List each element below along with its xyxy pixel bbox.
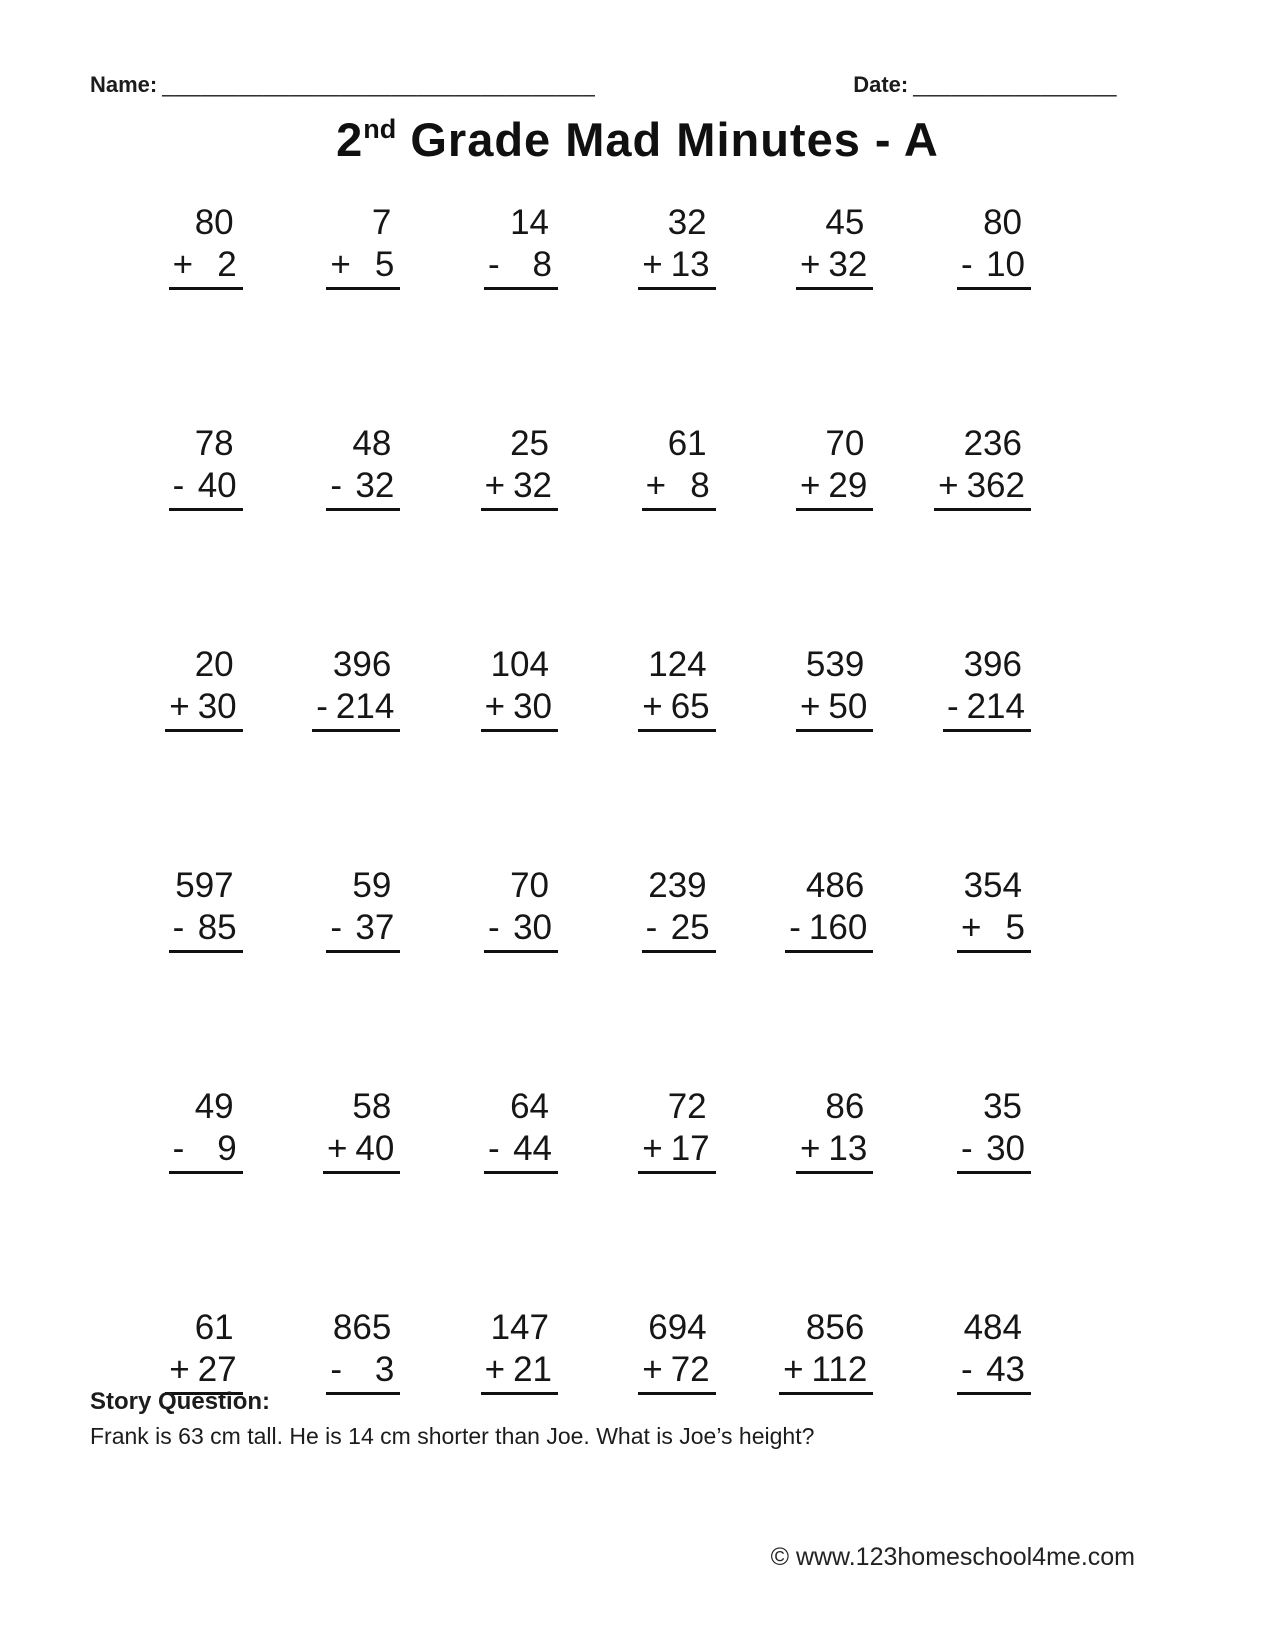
problem-operator: + [642,687,663,727]
problem-bottom-line [326,463,400,511]
problem-bottom-operand: 112 [811,1350,868,1390]
problem-operator: - [488,1129,500,1169]
problem-operator: + [799,687,821,727]
problem-operator: - [946,687,959,727]
problem-operator: - [172,908,185,948]
math-problem [779,1308,873,1395]
math-problem [796,1087,873,1174]
problem-row [85,1087,1031,1308]
problem-bottom-operand: 40 [197,466,237,506]
problem-bottom-line [796,684,873,732]
problem-operator: - [488,908,500,948]
problem-top-operand: 61 [667,424,707,463]
problem-top-operand: 45 [825,203,865,242]
problem-top-operand: 80 [983,203,1022,242]
math-problem [796,645,873,732]
problem-operator: + [961,908,982,948]
problem-bottom-line [638,684,715,732]
problem-bottom-line [326,905,400,953]
problem-bottom-line [484,1126,558,1174]
title-ordinal-suffix: nd [363,114,397,144]
problem-top-operand: 35 [983,1087,1022,1126]
problem-bottom-operand: 13 [828,1129,868,1169]
problem-top-operand: 20 [194,645,234,684]
problem-operator: + [484,466,506,506]
problem-bottom-line [796,1126,873,1174]
problem-operator: + [938,466,959,506]
math-problem [169,203,243,290]
problem-operator: + [645,466,667,506]
problem-row [85,424,1031,645]
math-problem [169,424,243,511]
problem-top-operand: 32 [667,203,707,242]
math-problem [638,1087,715,1174]
math-problem [796,424,873,511]
problem-bottom-operand: 25 [670,908,710,948]
problem-top-operand: 59 [352,866,392,905]
problem-row [85,866,1031,1087]
problem-bottom-operand: 44 [513,1129,552,1169]
math-problem [943,645,1031,732]
problem-operator: + [484,1350,506,1390]
problem-bottom-operand: 5 [374,245,395,285]
problem-bottom-operand: 32 [828,245,868,285]
problem-bottom-operand: 10 [986,245,1025,285]
problem-bottom-line [642,905,716,953]
problem-operator: - [961,1350,973,1390]
math-problem [169,866,243,953]
problem-top-operand: 239 [648,866,707,905]
problem-top-operand: 7 [371,203,392,242]
math-problem [785,866,873,953]
problem-top-operand: 856 [805,1308,865,1347]
problem-operator: - [961,1129,973,1169]
math-problem [169,1087,243,1174]
problem-operator: + [330,245,351,285]
problem-top-operand: 124 [648,645,707,684]
problem-bottom-line [943,684,1031,732]
problem-operator: - [961,245,973,285]
math-problem [957,1308,1031,1395]
problem-operator: - [488,245,500,285]
math-problem [638,1308,715,1395]
problem-top-operand: 14 [510,203,549,242]
problem-bottom-operand: 65 [670,687,710,727]
problem-bottom-operand: 2 [217,245,237,285]
name-blank-line: __________________________________ [162,72,596,97]
problem-bottom-operand: 40 [355,1129,395,1169]
math-problem [642,866,716,953]
problem-bottom-line [481,684,558,732]
problem-top-operand: 78 [194,424,234,463]
math-problem [326,1308,400,1395]
problem-bottom-operand: 8 [690,466,710,506]
problem-top-operand: 70 [825,424,865,463]
name-field [90,72,595,98]
problem-bottom-line [481,463,558,511]
problem-operator: - [172,1129,185,1169]
problem-top-operand: 396 [332,645,392,684]
problem-operator: + [799,245,821,285]
problem-bottom-operand: 214 [335,687,395,727]
story-question-section [90,1388,814,1450]
problem-top-operand: 104 [490,645,549,684]
math-problem [484,866,558,953]
problem-bottom-line [796,242,873,290]
problem-top-operand: 64 [510,1087,549,1126]
problem-bottom-operand: 21 [513,1350,552,1390]
problem-row [85,645,1031,866]
math-problem [326,424,400,511]
copyright-credit: © www.123homeschool4me.com [770,1543,1135,1571]
problem-operator: - [330,466,342,506]
problem-top-operand: 484 [963,1308,1022,1347]
problem-bottom-line [169,905,243,953]
problem-operator: - [330,1350,342,1390]
problem-operator: + [642,1129,663,1169]
problem-bottom-operand: 5 [1005,908,1025,948]
problem-bottom-operand: 30 [197,687,237,727]
problem-bottom-line [169,463,243,511]
problem-top-operand: 236 [963,424,1022,463]
math-problem [312,645,400,732]
problem-operator: - [172,466,185,506]
problem-top-operand: 597 [175,866,234,905]
problem-top-operand: 72 [667,1087,707,1126]
problem-bottom-operand: 43 [986,1350,1025,1390]
problem-bottom-line [796,463,873,511]
problem-top-operand: 80 [194,203,234,242]
problem-bottom-line [638,242,715,290]
problem-bottom-operand: 29 [828,466,868,506]
problem-bottom-operand: 30 [513,908,552,948]
math-problem [481,645,558,732]
problem-operator: + [642,1350,663,1390]
date-label: Date: [853,72,909,97]
problem-bottom-line [957,242,1031,290]
date-field [853,72,1117,98]
problem-bottom-operand: 50 [828,687,868,727]
math-problem [481,1308,558,1395]
problem-top-operand: 354 [963,866,1022,905]
problem-bottom-line [957,1126,1031,1174]
problem-bottom-operand: 13 [670,245,710,285]
math-problem [642,424,716,511]
problem-operator: - [789,908,801,948]
problem-top-operand: 86 [825,1087,865,1126]
math-problem [934,424,1031,511]
date-blank-line: ________________ [913,72,1117,97]
math-problem [326,203,400,290]
problem-operator: + [169,687,190,727]
problem-top-operand: 70 [510,866,549,905]
problem-bottom-operand: 32 [355,466,395,506]
problem-operator: + [326,1129,348,1169]
problem-top-operand: 539 [805,645,865,684]
problem-row [85,203,1031,424]
math-problem [165,1308,242,1395]
problem-bottom-line [169,242,243,290]
math-problem [484,1087,558,1174]
math-problem [796,203,873,290]
math-problem [957,866,1031,953]
problem-top-operand: 61 [194,1308,234,1347]
problem-bottom-line [957,1347,1031,1395]
problem-top-operand: 48 [352,424,392,463]
math-problem [323,1087,400,1174]
problem-bottom-operand: 32 [513,466,552,506]
problem-top-operand: 49 [194,1087,234,1126]
problem-bottom-operand: 30 [513,687,552,727]
math-problem [638,645,715,732]
problem-top-operand: 58 [352,1087,392,1126]
name-label: Name: [90,72,158,97]
problem-bottom-operand: 85 [197,908,237,948]
problem-bottom-line [326,242,400,290]
problem-bottom-operand: 8 [532,245,552,285]
problem-bottom-operand: 160 [808,908,868,948]
problem-operator: + [484,687,506,727]
problem-operator: - [316,687,328,727]
problem-operator: + [642,245,663,285]
problem-bottom-operand: 214 [966,687,1025,727]
problem-operator: + [799,466,821,506]
problems-grid [85,203,1031,1529]
problem-bottom-line [312,684,400,732]
problem-bottom-operand: 27 [197,1350,237,1390]
problem-operator: - [645,908,658,948]
problem-bottom-line [165,684,242,732]
math-problem [326,866,400,953]
page-title [0,112,1275,167]
problem-bottom-line [638,1126,715,1174]
math-problem [638,203,715,290]
math-problem [957,1087,1031,1174]
problem-top-operand: 486 [805,866,865,905]
problem-bottom-line [484,242,558,290]
title-text: Grade Mad Minutes - A [396,113,939,166]
problem-bottom-operand: 72 [670,1350,710,1390]
story-question-label: Story Question: [90,1388,271,1415]
problem-bottom-line [957,905,1031,953]
problem-top-operand: 25 [510,424,549,463]
problem-top-operand: 147 [490,1308,549,1347]
title-number: 2 [336,113,364,166]
problem-bottom-line [169,1126,243,1174]
math-problem [165,645,242,732]
problem-bottom-operand: 362 [966,466,1025,506]
problem-bottom-line [642,463,716,511]
math-problem [481,424,558,511]
problem-bottom-operand: 30 [986,1129,1025,1169]
story-question-text: Frank is 63 cm tall. He is 14 cm shorter than Joe. What is Joe’s height? [90,1423,815,1449]
problem-bottom-operand: 17 [670,1129,710,1169]
problem-bottom-line [934,463,1031,511]
problem-bottom-line [785,905,873,953]
problem-bottom-operand: 9 [217,1129,237,1169]
problem-top-operand: 865 [332,1308,392,1347]
problem-bottom-line [484,905,558,953]
header-row [90,72,1117,98]
problem-operator: + [799,1129,821,1169]
math-problem [484,203,558,290]
problem-operator: + [172,245,194,285]
problem-bottom-operand: 3 [374,1350,395,1390]
problem-operator: + [783,1350,804,1390]
problem-bottom-line [323,1126,400,1174]
problem-top-operand: 396 [963,645,1022,684]
problem-operator: - [330,908,342,948]
math-problem [957,203,1031,290]
problem-top-operand: 694 [648,1308,707,1347]
problem-operator: + [169,1350,190,1390]
problem-bottom-operand: 37 [355,908,395,948]
